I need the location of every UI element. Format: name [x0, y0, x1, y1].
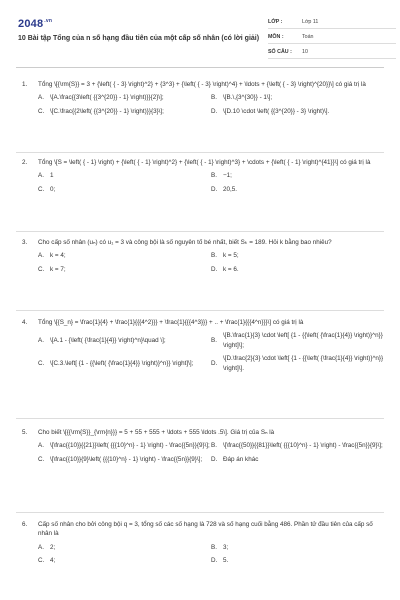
question-5 [16, 428, 384, 464]
option-text: 4; [50, 557, 56, 565]
question-number: 2. [22, 159, 28, 166]
option-label: C. [38, 455, 45, 463]
divider [16, 152, 384, 153]
option-text: k = 4; [50, 252, 66, 260]
meta-value: Lớp 11 [302, 18, 319, 25]
option-label: B. [211, 442, 217, 450]
option-label: B. [211, 94, 217, 102]
option-d[interactable] [211, 107, 384, 116]
document-title: 10 Bài tập Tổng của n số hạng đầu tiên của một cấp số nhân (có lời giải) [18, 35, 260, 42]
question-6 [16, 520, 384, 566]
logo-suffix: .vn [44, 18, 53, 25]
option-text: 20,5. [223, 185, 238, 193]
option-text: \[C.3.\left[ {1 - {{\left( {\frac{1}{4}} \right)}^n}} \right]\]; [50, 360, 194, 368]
meta-label: SỐ CÂU : [268, 48, 292, 55]
question-text: Tổng \[{\rm{S}} = 3 + {\left( { - 3} \right)^2} + {3^3} + {\left( { - 3} \right)^4} + \ldots + {\left( { - 3} \right)^{20}}\] có giá trị là [38, 81, 366, 88]
document-meta [268, 17, 396, 59]
option-label: C. [38, 360, 45, 368]
option-text: 1 [50, 172, 54, 180]
option-label: A. [38, 94, 44, 102]
option-text: \[A.\frac{{3\left( {{3^{20}} - 1} \right)}}{2}\]; [50, 94, 164, 102]
option-c[interactable] [38, 107, 211, 116]
option-d[interactable] [211, 556, 384, 565]
option-label: B. [211, 337, 217, 345]
option-label: B. [211, 172, 217, 180]
divider [16, 310, 384, 311]
meta-label: LỚP : [268, 18, 283, 25]
option-a[interactable] [38, 331, 211, 350]
option-text: \[\frac{{50}}{{81}}\left( {{{10}^n} - 1} \right) - \frac{{5n}}{9}\]; [223, 442, 383, 450]
option-text: 2; [50, 543, 56, 551]
option-label: B. [211, 543, 217, 551]
option-a[interactable] [38, 171, 211, 180]
option-label: D. [211, 185, 218, 193]
question-number: 6. [22, 521, 28, 528]
option-label: D. [211, 557, 218, 565]
site-logo[interactable] [18, 16, 52, 33]
option-a[interactable] [38, 441, 211, 450]
logo-text: 2048 [18, 18, 44, 30]
option-label: C. [38, 107, 45, 115]
option-text: −1; [223, 172, 232, 180]
option-c[interactable] [38, 265, 211, 274]
question-text: Tổng \[S = \left( { - 1} \right) + {\left( { - 1} \right)^2} + {\left( { - 1} \right)^3} + \cdots + {\left( { - 1} \right)^{41}}\] có giá trị là [38, 159, 371, 166]
meta-row-count [268, 47, 396, 59]
option-text: \[B.\frac{1}{3} \cdot \left[ {1 - {{\left( {\frac{1}{4}} \right)}^n}} \right]\]; [223, 332, 383, 349]
question-number: 5. [22, 429, 28, 436]
option-label: C. [38, 265, 45, 273]
option-label: D. [211, 360, 218, 368]
option-text: 5. [223, 557, 229, 565]
option-text: \[D.10 \cdot \left( {{3^{20}} - 3} \right)\]. [223, 107, 330, 115]
question-2 [16, 158, 384, 194]
option-b[interactable] [211, 543, 384, 552]
meta-value: Toán [302, 33, 314, 40]
option-b[interactable] [211, 251, 384, 260]
option-d[interactable] [211, 265, 384, 274]
option-c[interactable] [38, 354, 211, 373]
option-text: k = 5; [223, 252, 239, 260]
divider [16, 418, 384, 419]
option-label: A. [38, 442, 44, 450]
option-text: \[C.\frac{{2\left( {{3^{20}} - 1} \right)}}{3}\]; [50, 107, 164, 115]
option-text: Đáp án khác [223, 455, 259, 463]
option-a[interactable] [38, 543, 211, 552]
option-label: A. [38, 337, 44, 345]
document-header [16, 12, 384, 68]
option-b[interactable] [211, 441, 384, 450]
question-text: Tổng \[{S_n} = \frac{1}{4} + \frac{1}{{{4^2}}} + \frac{1}{{{4^3}}} + .. + \frac{1}{{{4^n}}}\] có giá trị là [38, 319, 304, 326]
option-d[interactable] [211, 455, 384, 464]
option-label: B. [211, 252, 217, 260]
meta-value: 10 [302, 48, 308, 55]
option-b[interactable] [211, 331, 384, 350]
option-b[interactable] [211, 171, 384, 180]
option-c[interactable] [38, 556, 211, 565]
option-label: C. [38, 557, 45, 565]
option-label: D. [211, 455, 218, 463]
divider [16, 512, 384, 513]
option-label: D. [211, 107, 218, 115]
option-text: k = 7; [50, 265, 66, 273]
option-label: A. [38, 172, 44, 180]
question-text: Cho cấp số nhân (uₙ) có u₁ = 3 và công bội là số nguyên tố bé nhất, biết Sₖ = 189. Hỏi k bằng bao nhiêu? [38, 239, 332, 246]
option-a[interactable] [38, 251, 211, 260]
option-label: A. [38, 252, 44, 260]
option-text: \[\frac{{10}}{9}\left( {{{10}^n} - 1} \right) - \frac{{5n}}{9}\]; [50, 455, 203, 463]
meta-row-class [268, 17, 396, 29]
question-1 [16, 80, 384, 116]
option-label: D. [211, 265, 218, 273]
option-text: \[A.1 - {\left( {\frac{1}{4}} \right)^n}\quad \]; [50, 337, 166, 345]
question-text: Cấp số nhân cho bởi công bội q = 3, tổng số các số hạng là 728 và số hạng cuối bằng 486. Phần tử đầu tiên của cấp số nhân là [38, 521, 373, 538]
meta-row-subject [268, 32, 396, 44]
question-number: 1. [22, 81, 28, 88]
option-c[interactable] [38, 185, 211, 194]
question-number: 3. [22, 239, 28, 246]
option-label: A. [38, 543, 44, 551]
option-label: C. [38, 185, 45, 193]
option-d[interactable] [211, 185, 384, 194]
question-4 [16, 318, 384, 373]
divider [16, 231, 384, 232]
question-3 [16, 238, 384, 274]
option-a[interactable] [38, 93, 211, 102]
option-text: \[\frac{{10}}{{21}}\left( {{{10}^n} - 1} \right) - \frac{{5n}}{9}\]; [50, 442, 210, 450]
option-d[interactable] [211, 354, 384, 373]
meta-label: MÔN : [268, 33, 284, 40]
option-text: 3; [223, 543, 229, 551]
question-text: Cho biết \[{{\rm{S}}_{\rm{n}}} = 5 + 55 + 555 + \ldots + 555 \ldots .5\]. Giá trị của Sₙ là [38, 429, 275, 436]
option-b[interactable] [211, 93, 384, 102]
question-number: 4. [22, 319, 28, 326]
option-text: \[D.\frac{2}{3} \cdot \left[ {1 - {{\left( {\frac{1}{4}} \right)}^n}} \right]\]. [223, 355, 384, 372]
option-text: 0; [50, 185, 56, 193]
option-c[interactable] [38, 455, 211, 464]
option-text: k = 6. [223, 265, 239, 273]
option-text: \[B.\,{3^{30}} - 1\]; [223, 94, 273, 102]
